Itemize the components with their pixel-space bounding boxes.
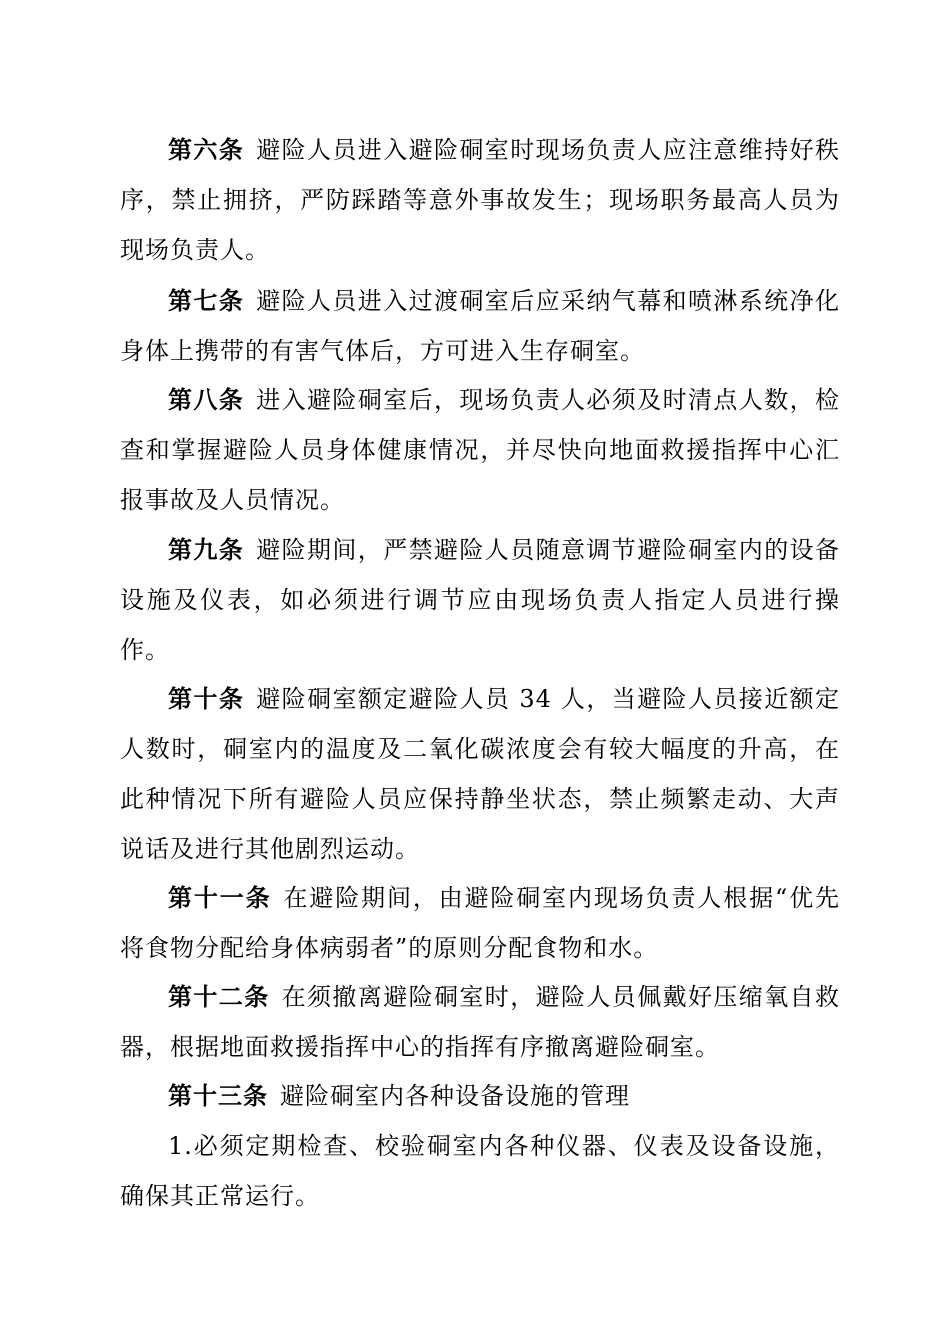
article-label: 第十一条 [168,883,272,912]
article-label: 第九条 [168,535,245,564]
article-text: 避险硐室内各种设备设施的管理 [280,1082,630,1110]
article-label: 第十条 [168,684,245,713]
article-13 [120,1071,840,1121]
article-label: 第十三条 [168,1081,268,1110]
item-text: 1.必须定期检查、校验硐室内各种仪器、仪表及设备设施，确保其正常运行。 [120,1132,840,1210]
article-7 [120,276,840,376]
article-12 [120,972,840,1072]
article-label: 第七条 [168,286,245,315]
article-10 [120,674,840,874]
article-text: 进入避险硐室后，现场负责人必须及时清点人数，检查和掌握避险人员身体健康情况，并尽快向地面救援指挥中心汇报事故及人员情况。 [120,386,841,514]
article-label: 第八条 [168,385,245,414]
article-text: 避险硐室额定避险人员 34 人，当避险人员接近额定人数时，硐室内的温度及二氧化碳浓度会有较大幅度的升高，在此种情况下所有避险人员应保持静坐状态，禁止频繁走动、大声说话及进行其他剧烈运动。 [120,685,841,863]
article-6 [120,125,840,275]
article-label: 第十二条 [168,982,270,1011]
article-label: 第六条 [168,135,245,164]
article-text: 避险人员进入过渡硐室后应采纳气幕和喷淋系统净化身体上携带的有害气体后，方可进入生存硐室。 [120,287,841,365]
article-8 [120,375,840,525]
article-text: 避险期间，严禁避险人员随意调节避险硐室内的设备设施及仪表，如必须进行调节应由现场负责人指定人员进行操作。 [120,536,841,664]
article-13-item-1 [120,1121,840,1221]
article-11 [120,873,840,973]
article-text: 在须撤离避险硐室时，避险人员佩戴好压缩氧自救器，根据地面救援指挥中心的指挥有序撤离避险硐室。 [120,983,841,1061]
article-9 [120,525,840,675]
article-text: 避险人员进入避险硐室时现场负责人应注意维持好秩序，禁止拥挤，严防踩踏等意外事故发生；现场职务最高人员为现场负责人。 [120,136,841,264]
article-text: 在避险期间，由避险硐室内现场负责人根据“优先将食物分配给身体病弱者”的原则分配食物和水。 [120,884,840,962]
